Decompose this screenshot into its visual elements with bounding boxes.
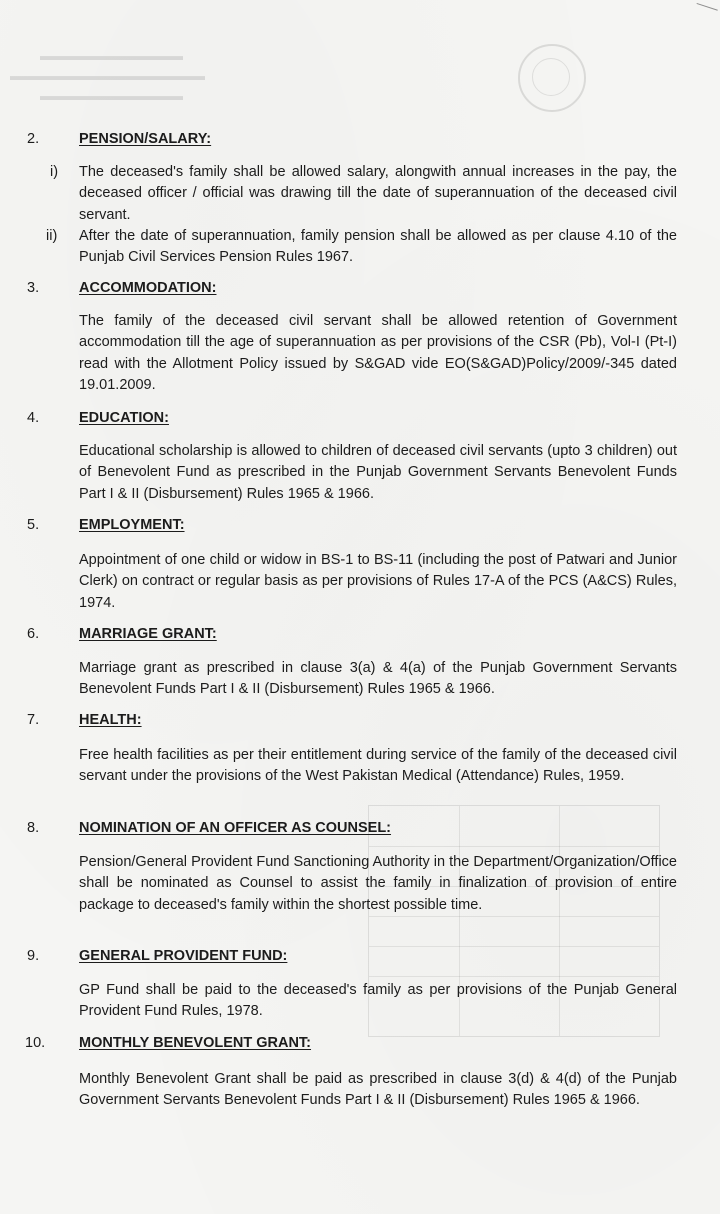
pen-mark [692, 3, 718, 24]
section-number: 5. [27, 517, 40, 533]
section-body: Appointment of one child or widow in BS-1 to BS-11 (including the post of Patwari and Junior Clerk) on contract or regular basis as per provisions of Rules 17-A of the PCS (A&CS) Rules, 1974. [79, 552, 677, 611]
section-title: EDUCATION: [79, 410, 169, 426]
section-number: 9. [27, 948, 40, 964]
section-number: 6. [27, 626, 40, 642]
section-body: Monthly Benevolent Grant shall be paid as prescribed in clause 3(d) & 4(d) of the Punjab Government Servants Benevolent Funds Part I & II (Disbursement) Rules 1965 & 1966. [79, 1071, 677, 1109]
section-heading [0, 945, 720, 967]
section-title: MARRIAGE GRANT: [79, 626, 217, 642]
section-body: Educational scholarship is allowed to children of deceased civil servants (upto 3 children) out of Benevolent Fund as prescribed in the Punjab Government Servants Benevolent Funds Part I & II (Disbursement) Rules 1965 & 1966. [79, 443, 677, 502]
section-number: 10. [25, 1035, 46, 1051]
section-number: 8. [27, 820, 40, 836]
section-body: The family of the deceased civil servant shall be allowed retention of Government accommodation till the age of superannuation as per provisions of the CSR (Pb), Vol-I (Pt-I) read with the Allotment Policy issued by S&GAD vide EO(S&GAD)Policy/2009/-345 dated 19.01.2009. [79, 313, 677, 393]
bleed-through-text: ▬▬▬▬▬▬▬▬▬▬▬▬▬▬▬ [10, 68, 205, 83]
section-heading [0, 623, 720, 645]
section-monthly-benevolent-grant [0, 1032, 720, 1112]
bleed-through-seal [518, 44, 586, 112]
section-title: EMPLOYMENT: [79, 517, 185, 533]
section-body: GP Fund shall be paid to the deceased's family as per provisions of the Punjab General Provident Fund Rules, 1978. [79, 982, 677, 1020]
list-item-text: After the date of superannuation, family pension shall be allowed as per clause 4.10 of the Punjab Civil Services Pension Rules 1967. [79, 227, 677, 266]
section-body: Pension/General Provident Fund Sanctioning Authority in the Department/Organization/Office shall be nominated as Counsel to assist the family in finalization of provision of entire package to deceased's family within the shortest possible time. [79, 854, 677, 913]
section-title: ACCOMMODATION: [79, 280, 217, 296]
section-heading [0, 817, 720, 839]
section-education [0, 407, 720, 505]
section-number: 3. [27, 280, 40, 296]
list-item [50, 162, 677, 226]
list-item-text: The deceased's family shall be allowed salary, alongwith annual increases in the pay, the deceased officer / official was drawing till the date of superannuation of the deceased civil servant. [79, 164, 677, 223]
section-title: NOMINATION OF AN OFFICER AS COUNSEL: [79, 820, 392, 836]
section-body: Free health facilities as per their entitlement during service of the family of the deceased civil servant under the provisions of the West Pakistan Medical (Attendance) Rules, 1959. [79, 747, 677, 785]
section-heading [0, 407, 720, 429]
section-title: GENERAL PROVIDENT FUND: [79, 948, 288, 964]
section-pension-salary [0, 128, 720, 268]
section-accommodation [0, 277, 720, 396]
section-health [0, 709, 720, 788]
section-title: MONTHLY BENEVOLENT GRANT: [79, 1035, 312, 1051]
section-general-provident-fund [0, 945, 720, 1023]
section-number: 2. [27, 131, 40, 147]
section-employment [0, 514, 720, 614]
bleed-through-text: ▬▬▬▬▬▬▬▬▬▬▬ [40, 88, 183, 103]
section-body: Marriage grant as prescribed in clause 3(a) & 4(a) of the Punjab Government Servants Benevolent Funds Part I & II (Disbursement) Rules 1965 & 1966. [79, 660, 677, 698]
section-number: 4. [27, 410, 40, 426]
section-title: HEALTH: [79, 712, 142, 728]
section-heading [0, 277, 720, 299]
section-marriage-grant [0, 623, 720, 701]
section-title: PENSION/SALARY: [79, 131, 212, 147]
section-heading [0, 128, 720, 150]
section-nomination-counsel [0, 817, 720, 916]
section-heading [0, 514, 720, 536]
bleed-through-text: ▬▬▬▬▬▬▬▬▬▬▬ [40, 48, 183, 63]
section-heading [0, 709, 720, 731]
list-item [46, 226, 677, 269]
list-item-marker: i) [50, 164, 59, 180]
section-number: 7. [27, 712, 40, 728]
list-item-marker: ii) [46, 227, 58, 244]
section-heading [0, 1032, 720, 1054]
